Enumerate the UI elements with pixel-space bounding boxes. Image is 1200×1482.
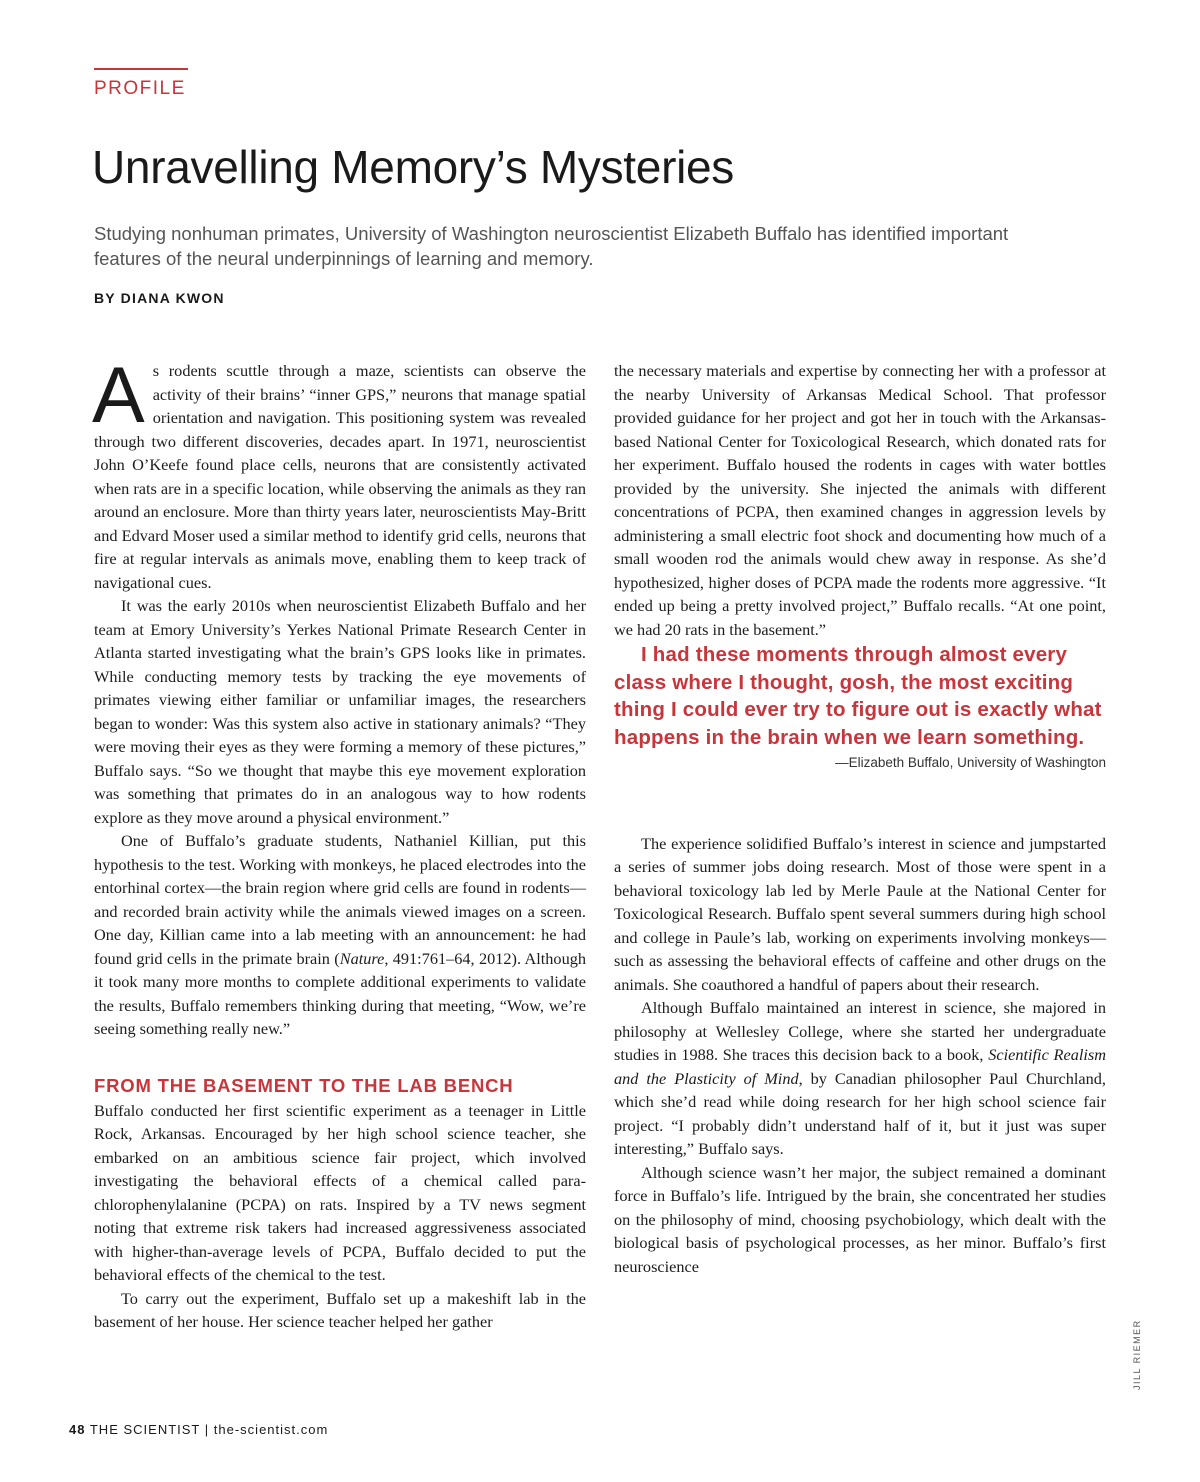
pull-quote-attribution: —Elizabeth Buffalo, University of Washington xyxy=(835,755,1106,770)
body-paragraph-4: Buffalo conducted her first scientific experiment as a teenager in Little Rock, Arkansas. Encouraged by her high school science teacher, she embarked on an ambitious science fair project, which involved investigating the behavioral effects of a chemical called para-chlorophenylalanine (PCPA) on rats. Inspired by a TV news segment noting that extreme risk takers had increased aggressiveness associated with higher-than-average levels of PCPA, Buffalo decided to put the behavioral effects of the chemical to the test. xyxy=(94,1100,586,1284)
drop-cap: A xyxy=(92,350,145,439)
section-subhead: FROM THE BASEMENT TO THE LAB BENCH xyxy=(94,1074,514,1096)
page-number: 48 xyxy=(69,1422,86,1437)
pull-quote-spacer xyxy=(614,775,1106,832)
body-paragraph-3-text-b: , 491:761–64, 2012). Although it took many more months to complete additional experiments to validate the results, Buffalo remembers thinking during that meeting, “Wow, we’re seeing something really new.” xyxy=(94,948,586,1038)
book-title: Scientific Realism and the Plasticity of Mind xyxy=(614,1045,1107,1088)
left-column xyxy=(92,350,586,1334)
body-paragraph-6: The experience solidified Buffalo’s interest in science and jumpstarted a series of summer jobs doing research. Most of those were spent in a behavioral toxicology lab led by Merle Paule at the National Center for Toxicological Research. Buffalo spent several summers during high school and college in Paule’s lab, working on experiments involving monkeys—such as assessing the behavioral effects of caffeine and other drugs on the animals. She coauthored a handful of papers about their research. xyxy=(614,833,1106,994)
body-paragraph-7-text-b: , by Canadian philosopher Paul Churchland, which she’d read while doing research for her high school science fair project. “I probably didn’t understand half of it, but it just was super interesting,” Buffalo says. xyxy=(614,1068,1106,1158)
body-paragraph-1-text: s rodents scuttle through a maze, scientists can observe the activity of their brains’ “inner GPS,” neurons that manage spatial orientation and navigation. This positioning system was revealed through two different discoveries, decades apart. In 1971, neuroscientist John O’Keefe found place cells, neurons that are consistently activated when rats are in a specific location, while observing the animals as they ran around an enclosure. More than thirty years later, neuroscientists May-Britt and Edvard Moser used a similar method to identify grid cells, neurons that fire at regular intervals as animals move, enabling them to keep track of navigational cues. xyxy=(94,361,586,592)
body-paragraph-7-text-a: Although Buffalo maintained an interest in science, she majored in philosophy at Wellesley College, where she started her undergraduate studies in 1988. She traces this decision back to a book, xyxy=(614,998,1106,1064)
body-paragraph-3 xyxy=(94,829,586,1041)
section-label: PROFILE xyxy=(94,68,188,100)
website-link[interactable]: the-scientist.com xyxy=(213,1422,329,1437)
body-paragraph-5: To carry out the experiment, Buffalo set up a makeshift lab in the basement of her house. Her science teacher helped her gather xyxy=(94,1288,586,1331)
footer-separator: | xyxy=(204,1422,210,1437)
body-paragraph-2: It was the early 2010s when neuroscientist Elizabeth Buffalo and her team at Emory University’s Yerkes National Primate Research Center in Atlanta started investigating what the brain’s GPS looks like in primates. While conducting memory tests by tracking the eye movements of primates viewing either familiar or unfamiliar images, the researchers began to wonder: Was this system also active in stationary animals? “They were moving their eyes as they were forming a memory of these pictures,” Buffalo says. “So we thought that maybe this eye movement exploration was something that primates do in an analogous way to how rodents explore as they move around a physical environment.” xyxy=(94,596,586,827)
journal-citation: Nature xyxy=(339,948,385,968)
body-paragraph-8: Although science wasn’t her major, the subject remained a dominant force in Buffalo’s life. Intrigued by the brain, she concentrated her studies on the philosophy of mind, choosing psychobiology, which dealt with the biological basis of psychological processes, as her minor. Buffalo’s first neuroscience xyxy=(614,1162,1106,1276)
body-paragraph-3-text-a: One of Buffalo’s graduate students, Nathaniel Killian, put this hypothesis to the test. Working with monkeys, he placed electrodes into the entorhinal cortex—the brain region where grid cells are found in rodents—and recorded brain activity while the animals viewed images on a screen. One day, Killian came into a lab meeting with an announcement: he had found grid cells in the primate brain ( xyxy=(94,831,586,968)
byline: BY DIANA KWON xyxy=(94,290,225,306)
pull-quote: I had these moments through almost every class where I thought, gosh, the most exciting thing I could ever try to figure out is exactly what happens in the brain when we learn something. xyxy=(614,643,1102,749)
photo-credit: JILL RIEMER xyxy=(1132,1319,1142,1390)
publication-name: THE SCIENTIST xyxy=(89,1422,201,1437)
right-column xyxy=(614,359,1106,1278)
article-title: Unravelling Memory’s Mysteries xyxy=(92,141,734,193)
page-footer xyxy=(69,1422,328,1437)
body-paragraph-7 xyxy=(614,996,1106,1161)
body-paragraph-1 xyxy=(92,350,586,594)
article-deck: Studying nonhuman primates, University of Washington neuroscientist Elizabeth Buffalo has identified important features of the neural underpinnings of learning and memory. xyxy=(94,223,1009,269)
body-paragraph-continuation: the necessary materials and expertise by connecting her with a professor at the nearby University of Arkansas Medical School. That professor provided guidance for her project and got her in touch with the Arkansas-based National Center for Toxicological Research, which donated rats for her experiment. Buffalo housed the rodents in cages with water bottles provided by the university. She injected the animals with different concentrations of PCPA, then examined changes in aggression levels by administering a small electric foot shock and documenting how much of a small wooden rod the animals would chew away in response. As she’d hypothesized, higher doses of PCPA made the rodents more aggressive. “It ended up being a pretty involved project,” Buffalo recalls. “At one point, we had 20 rats in the basement.” xyxy=(614,361,1106,639)
